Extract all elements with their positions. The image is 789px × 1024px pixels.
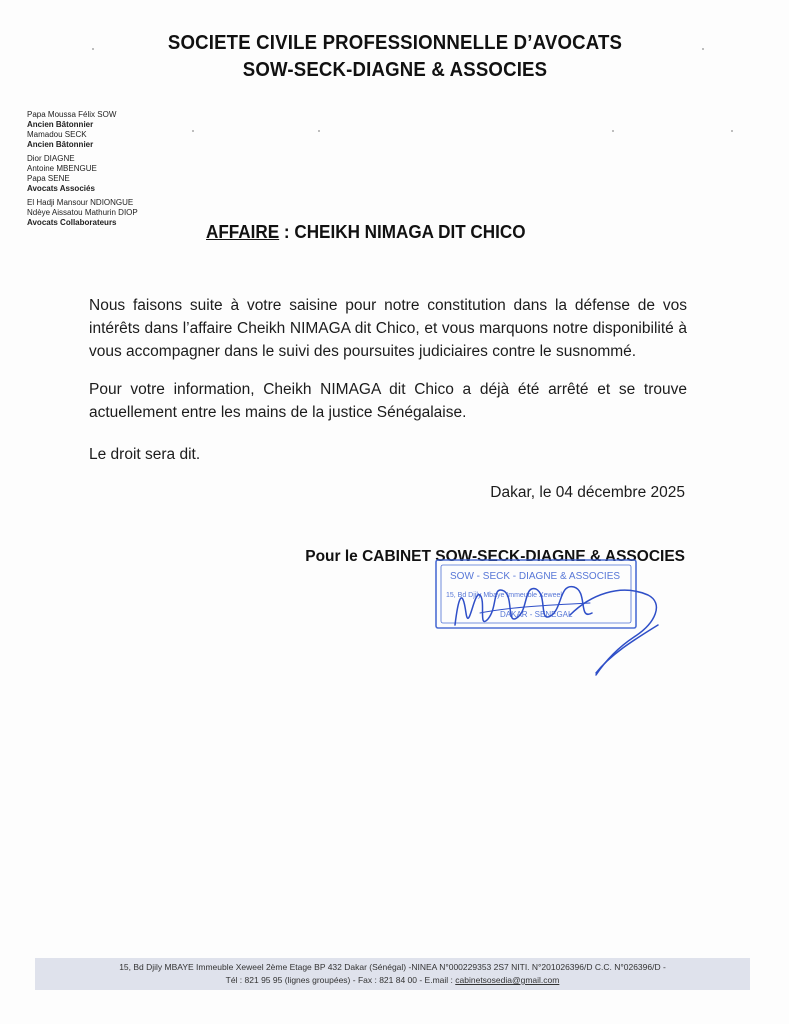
speck — [702, 48, 704, 50]
footer-contact — [35, 975, 750, 985]
member-group-associates — [27, 198, 138, 228]
speck — [192, 130, 194, 132]
stamp-and-signature — [420, 555, 680, 685]
member-role: Avocats Associés — [27, 184, 95, 193]
member-role: Avocats Collaborateurs — [27, 218, 117, 227]
stamp-line-2: 15, Bd Djily Mbaye Immeuble Xeweel — [446, 592, 562, 599]
signatory-line: Pour le CABINET SOW-SECK-DIAGNE & ASSOCIES — [305, 548, 685, 565]
stamp-line-1: SOW - SECK - DIAGNE & ASSOCIES — [450, 571, 621, 582]
footer-phone-fax: Tél : 821 95 95 (lignes groupées) - Fax : 821 84 00 - E.mail : — [225, 975, 456, 985]
footer-bar — [35, 958, 750, 990]
speck — [318, 130, 320, 132]
body-paragraph-1: Nous faisons suite à votre saisine pour notre constitution dans la défense de vos intérêts dans l’affaire Cheikh NIMAGA dit Chico, et vous marquons notre disponibilité à vous accompagner dans le suivi des poursuites judiciaires contre le susnommé. — [89, 297, 687, 360]
speck — [731, 130, 733, 132]
handwritten-signature — [455, 587, 658, 675]
date-line: Dakar, le 04 décembre 2025 — [490, 484, 685, 501]
speck — [612, 130, 614, 132]
member-name: Antoine MBENGUE — [27, 164, 97, 173]
members-list — [27, 110, 138, 232]
subject-text: : CHEIKH NIMAGA DIT CHICO — [279, 222, 526, 242]
member-name: Papa Moussa Félix SOW — [27, 110, 117, 119]
member-name: Mamadou SECK — [27, 130, 87, 139]
signature-stroke-3 — [596, 625, 658, 673]
member-group-former-presidents — [27, 110, 138, 150]
firm-name-line2: SOW-SECK-DIAGNE & ASSOCIES — [242, 59, 548, 81]
body-paragraph-2: Pour votre information, Cheikh NIMAGA dit Chico a déjà été arrêté et se trouve actuellement entre les mains de la justice Sénégalaise. — [89, 381, 687, 421]
body-paragraph-3: Le droit sera dit. — [89, 446, 201, 463]
firm-name-line1: SOCIETE CIVILE PROFESSIONNELLE D’AVOCATS — [167, 32, 623, 54]
stamp-line-3: DAKAR - SENEGAL — [500, 610, 573, 619]
member-name: Ndèye Aissatou Mathurin DIOP — [27, 208, 138, 217]
member-group-partners — [27, 154, 138, 194]
member-role: Ancien Bâtonnier — [27, 140, 94, 149]
subject-label: AFFAIRE — [206, 222, 280, 242]
member-name: El Hadji Mansour NDIONGUE — [27, 198, 134, 207]
member-name: Papa SENE — [27, 174, 70, 183]
member-name: Dior DIAGNE — [27, 154, 75, 163]
subject-line — [206, 222, 526, 243]
footer-email-link[interactable]: cabinetsosedia@gmail.com — [455, 975, 560, 985]
member-role: Ancien Bâtonnier — [27, 120, 94, 129]
speck — [92, 48, 94, 50]
footer-address: 15, Bd Djily MBAYE Immeuble Xeweel 2ème Etage BP 432 Dakar (Sénégal) -NINEA N°000229353 2S7 NITI. N°201026396/D C.C. N°026396/D - — [119, 962, 666, 972]
